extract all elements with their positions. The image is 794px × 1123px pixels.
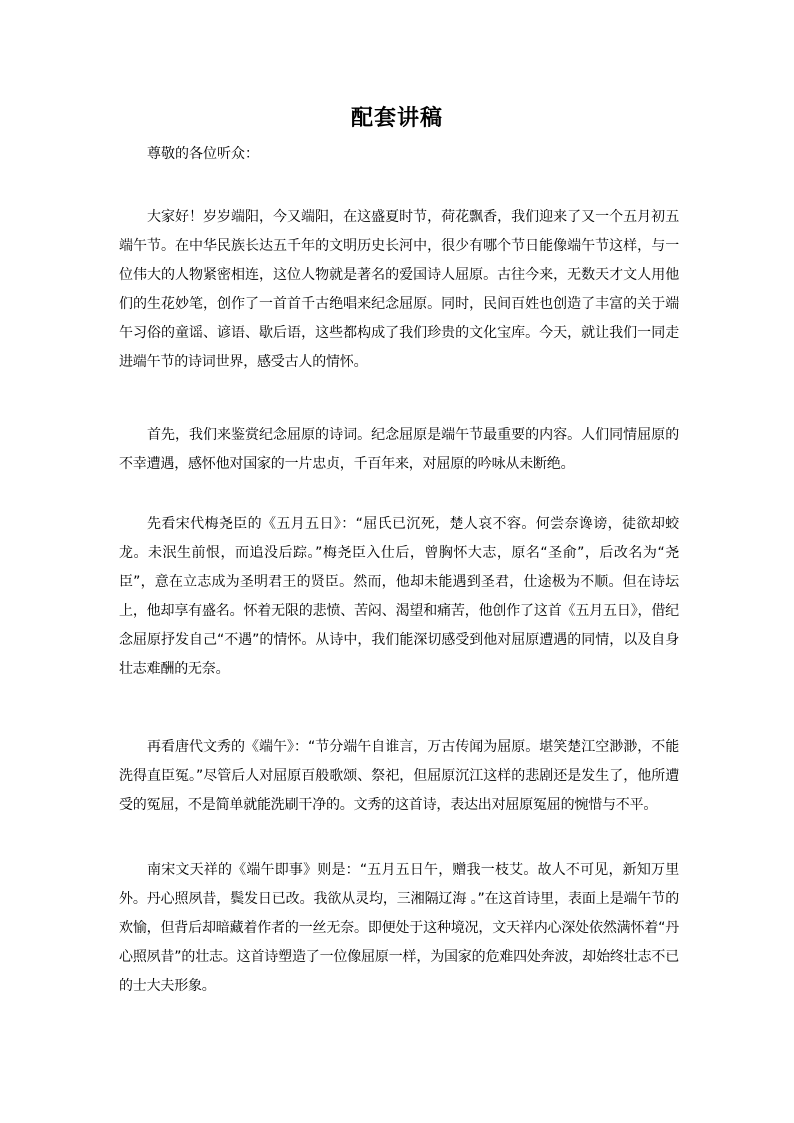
paragraph-mei-yaochen: 先看宋代梅尧臣的《五月五日》：“屈氏已沉死，楚人哀不容。何尝奈谗谤，徒欲却蛟龙。未泯生前恨，而追没后踪。”梅尧臣入仕后，曾胸怀大志，原名“圣俞”，后改名为“尧臣”，意在立志成为圣明君王的贤臣。然而，他却未能遇到圣君，仕途极为不顺。但在诗坛上，他却享有盛名。怀着无限的悲愤、苦闷、渴望和痛苦，他创作了这首《五月五日》，借纪念屈原抒发自己“不遇”的情怀。从诗中，我们能深切感受到他对屈原遭遇的同情，以及自身壮志难酬的无奈。 — [119, 516, 679, 677]
paragraph-intro: 大家好！岁岁端阳，今又端阳，在这盛夏时节，荷花飘香，我们迎来了又一个五月初五端午节。在中华民族长达五千年的文明历史长河中，很少有哪个节日能像端午节这样，与一位伟大的人物紧密相连，这位人物就是著名的爱国诗人屈原。古往今来，无数天才文人用他们的生花妙笔，创作了一首首千古绝唱来纪念屈原。同时，民间百姓也创造了丰富的关于端午习俗的童谣、谚语、歇后语，这些都构成了我们珍贵的文化宝库。今天，就让我们一同走进端午节的诗词世界，感受古人的情怀。 — [119, 209, 679, 370]
paragraph-wen-tianxiang: 南宋文天祥的《端午即事》则是：“五月五日午，赠我一枝艾。故人不可见，新知万里外。丹心照夙昔，鬓发日已改。我欲从灵均，三湘隔辽海 。”在这首诗里，表面上是端午节的欢愉，但背后却暗藏着作者的一丝无奈。即便处于这种境况，文天祥内心深处依然满怀着“丹心照夙昔”的壮志。这首诗塑造了一位像屈原一样，为国家的危难四处奔波，却始终壮志不已的士大夫形象。 — [119, 862, 679, 994]
paragraph-commemoration: 首先，我们来鉴赏纪念屈原的诗词。纪念屈原是端午节最重要的内容。人们同情屈原的不幸遭遇，感怀他对国家的一片忠贞，千百年来，对屈原的吟咏从未断绝。 — [119, 427, 679, 472]
paragraph-wen-xiu: 再看唐代文秀的《端午》：“节分端午自谁言，万古传闻为屈原。堪笑楚江空渺渺，不能洗得直臣冤。”尽管后人对屈原百般歌颂、祭祀，但屈原沉江这样的悲剧还是发生了，他所遭受的冤屈，不是简单就能洗刷干净的。文秀的这首诗，表达出对屈原冤屈的惋惜与不平。 — [119, 739, 679, 813]
document-title: 配套讲稿 — [350, 105, 443, 131]
salutation: 尊敬的各位听众： — [147, 146, 259, 162]
